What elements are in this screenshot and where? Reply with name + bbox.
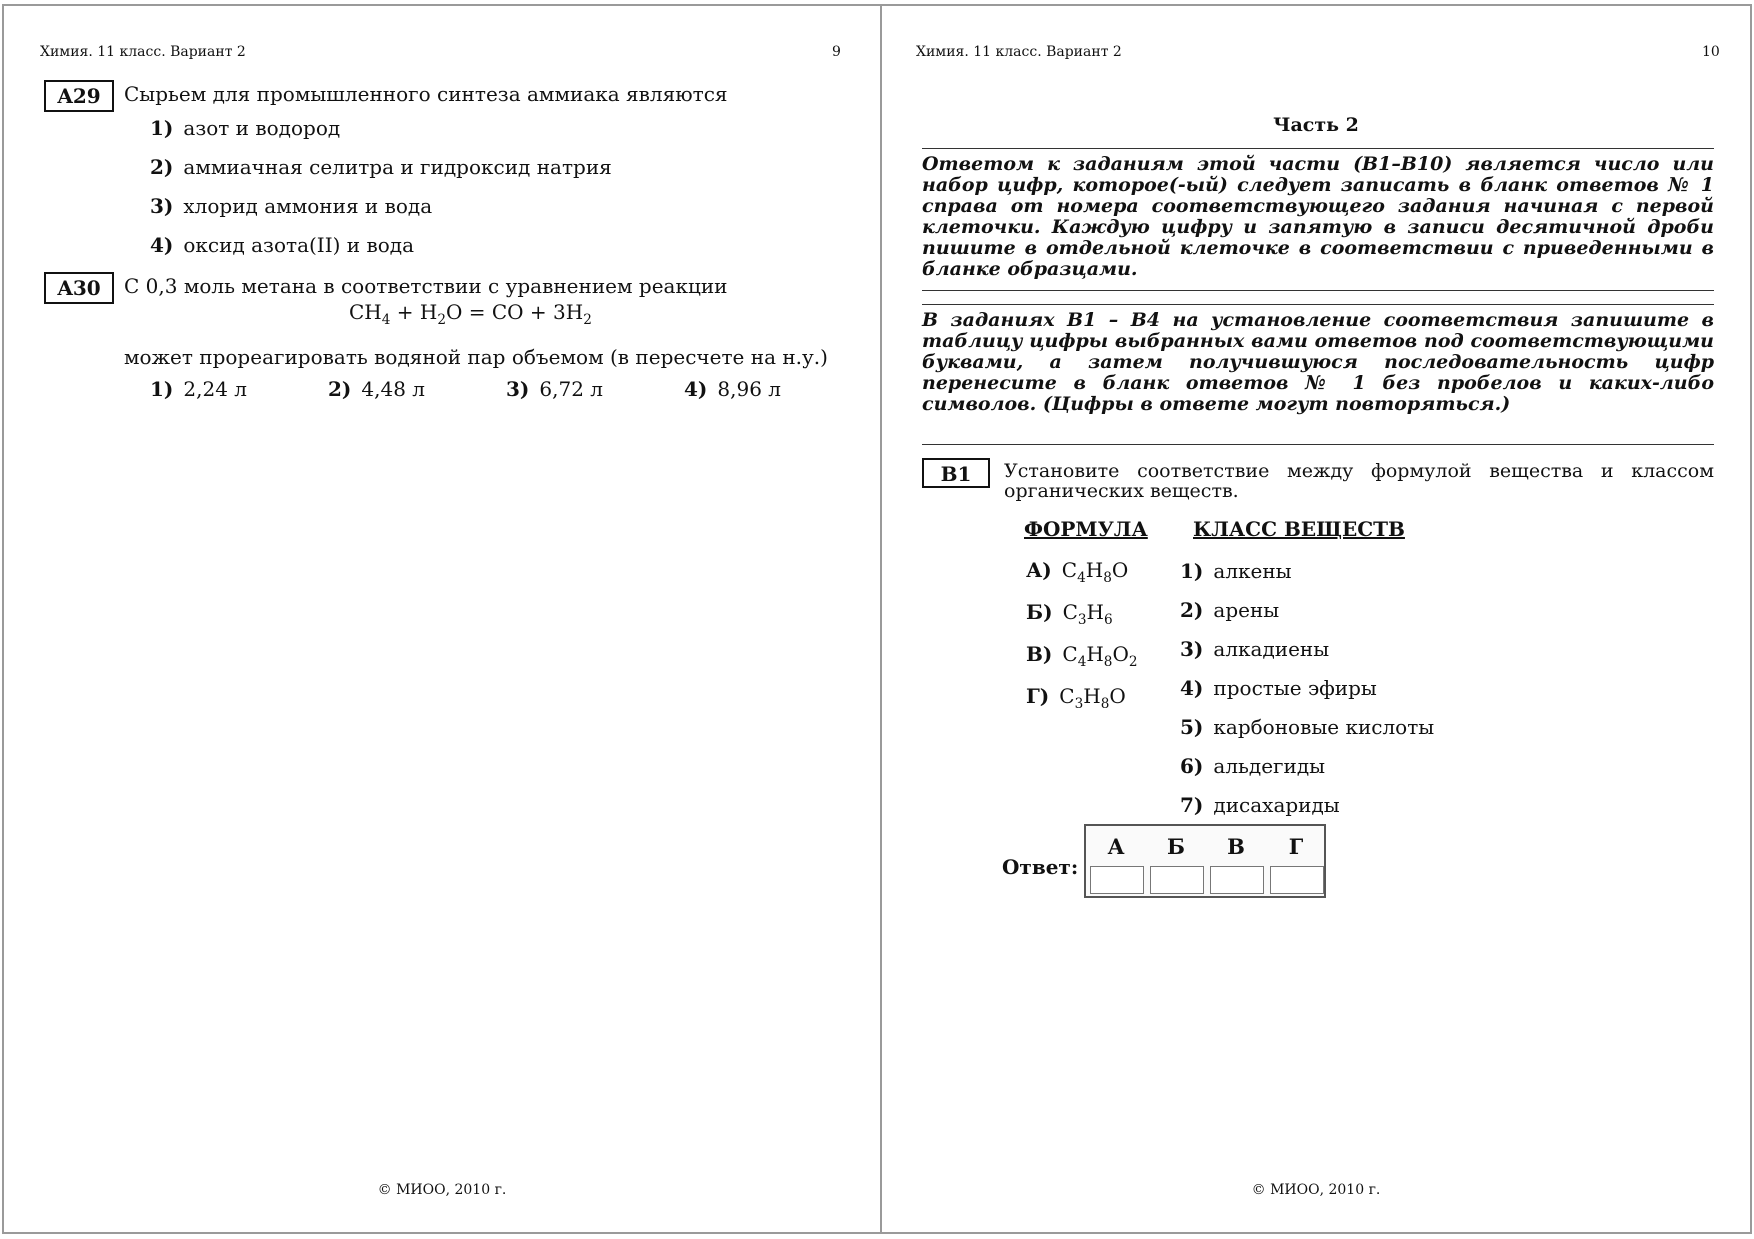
page-header: Химия. 11 класс. Вариант 2 — [916, 44, 1122, 60]
option-a29-1 — [150, 116, 340, 140]
option-number: 2) — [150, 155, 174, 179]
right-page — [882, 6, 1750, 1232]
answer-cell-g[interactable] — [1270, 866, 1324, 894]
task-label-a29: A29 — [44, 80, 114, 112]
column-header-class: КЛАСС ВЕЩЕСТВ — [1193, 517, 1405, 541]
option-a30-4 — [684, 377, 781, 401]
option-a29-2 — [150, 155, 612, 179]
option-number: 1) — [150, 116, 174, 140]
task-label-b1: В1 — [922, 458, 990, 488]
divider — [922, 290, 1714, 291]
answer-header-v: В — [1227, 834, 1245, 859]
option-number: 3) — [150, 194, 174, 218]
task-label-a30: A30 — [44, 272, 114, 304]
answer-cell-b[interactable] — [1150, 866, 1204, 894]
option-number: 4) — [150, 233, 174, 257]
page-number: 9 — [832, 44, 841, 60]
formula-b: Б) $C_3H_6$ — [1026, 600, 1113, 628]
option-a30-3 — [506, 377, 603, 401]
option-number: 1) — [150, 377, 174, 401]
class-option-7: 7) дисахариды — [1180, 793, 1340, 817]
page-footer: © МИОО, 2010 г. — [1251, 1182, 1381, 1198]
option-text: 4,48 л — [361, 377, 425, 401]
answer-label: Ответ: — [1002, 855, 1079, 879]
answer-table — [1084, 824, 1326, 898]
reaction-equation: $CH_4 + H_2O$ = CO + $3H_2$ — [349, 300, 592, 328]
class-option-3: 3) алкадиены — [1180, 637, 1330, 661]
page-number: 10 — [1702, 44, 1720, 60]
answer-header-g: Г — [1288, 834, 1304, 859]
instruction-matching: В заданиях В1 – В4 на установление соответствия запишите в таблицу цифры выбранных вами ответов под соответствующими буквами, а затем получившуюся последовательность цифр перенесите в бланк ответов № 1 без пробелов и каких-либо символов. (Цифры в ответе могут повторяться.) — [922, 309, 1714, 415]
class-option-4: 4) простые эфиры — [1180, 676, 1377, 700]
option-text: аммиачная селитра и гидроксид натрия — [183, 155, 612, 179]
option-a30-2 — [328, 377, 425, 401]
formula-v: В) $C_4H_8O_2$ — [1026, 642, 1138, 670]
divider — [922, 148, 1714, 149]
option-text: 6,72 л — [539, 377, 603, 401]
formula-a: А) $C_4H_8O$ — [1026, 558, 1129, 586]
option-number: 2) — [328, 377, 352, 401]
answer-cell-v[interactable] — [1210, 866, 1264, 894]
option-text: 8,96 л — [717, 377, 781, 401]
formula-g: Г) $C_3H_8O$ — [1026, 684, 1126, 712]
option-text: азот и водород — [183, 116, 341, 140]
task-a29-question: Сырьем для промышленного синтеза аммиака являются — [124, 82, 728, 106]
part-title: Часть 2 — [1273, 114, 1359, 136]
class-option-5: 5) карбоновые кислоты — [1180, 715, 1435, 739]
column-header-formula: ФОРМУЛА — [1024, 517, 1148, 541]
task-a30-question-cont: может прореагировать водяной пар объемом (в пересчете на н.у.) — [124, 345, 828, 369]
answer-cell-a[interactable] — [1090, 866, 1144, 894]
option-number: 4) — [684, 377, 708, 401]
option-a29-4 — [150, 233, 414, 257]
document-spread — [2, 4, 1752, 1234]
answer-header-b: Б — [1167, 834, 1185, 859]
instruction-part2: Ответом к заданиям этой части (В1–В10) является число или набор цифр, которое(-ый) следует записать в бланк ответов № 1 справа от номера соответствующего задания начиная с первой клеточки. Каждую цифру и запятую в записи десятичной дроби пишите в отдельной клеточке в соответствии с приведенными в бланке образцами. — [922, 153, 1714, 280]
task-a30-question: С 0,3 моль метана в соответствии с уравнением реакции — [124, 274, 728, 298]
left-page — [4, 6, 882, 1232]
divider — [922, 444, 1714, 445]
class-option-2: 2) арены — [1180, 598, 1280, 622]
option-text: 2,24 л — [183, 377, 247, 401]
class-option-1: 1) алкены — [1180, 559, 1292, 583]
page-footer: © МИОО, 2010 г. — [377, 1182, 507, 1198]
answer-header-a: А — [1107, 834, 1125, 859]
divider — [922, 304, 1714, 305]
option-a30-1 — [150, 377, 247, 401]
option-number: 3) — [506, 377, 530, 401]
task-b1-question: Установите соответствие между формулой вещества и классом органических веществ. — [1004, 460, 1714, 502]
option-text: оксид азота(II) и вода — [183, 233, 414, 257]
page-header: Химия. 11 класс. Вариант 2 — [40, 44, 246, 60]
option-text: хлорид аммония и вода — [183, 194, 433, 218]
class-option-6: 6) альдегиды — [1180, 754, 1326, 778]
option-a29-3 — [150, 194, 432, 218]
